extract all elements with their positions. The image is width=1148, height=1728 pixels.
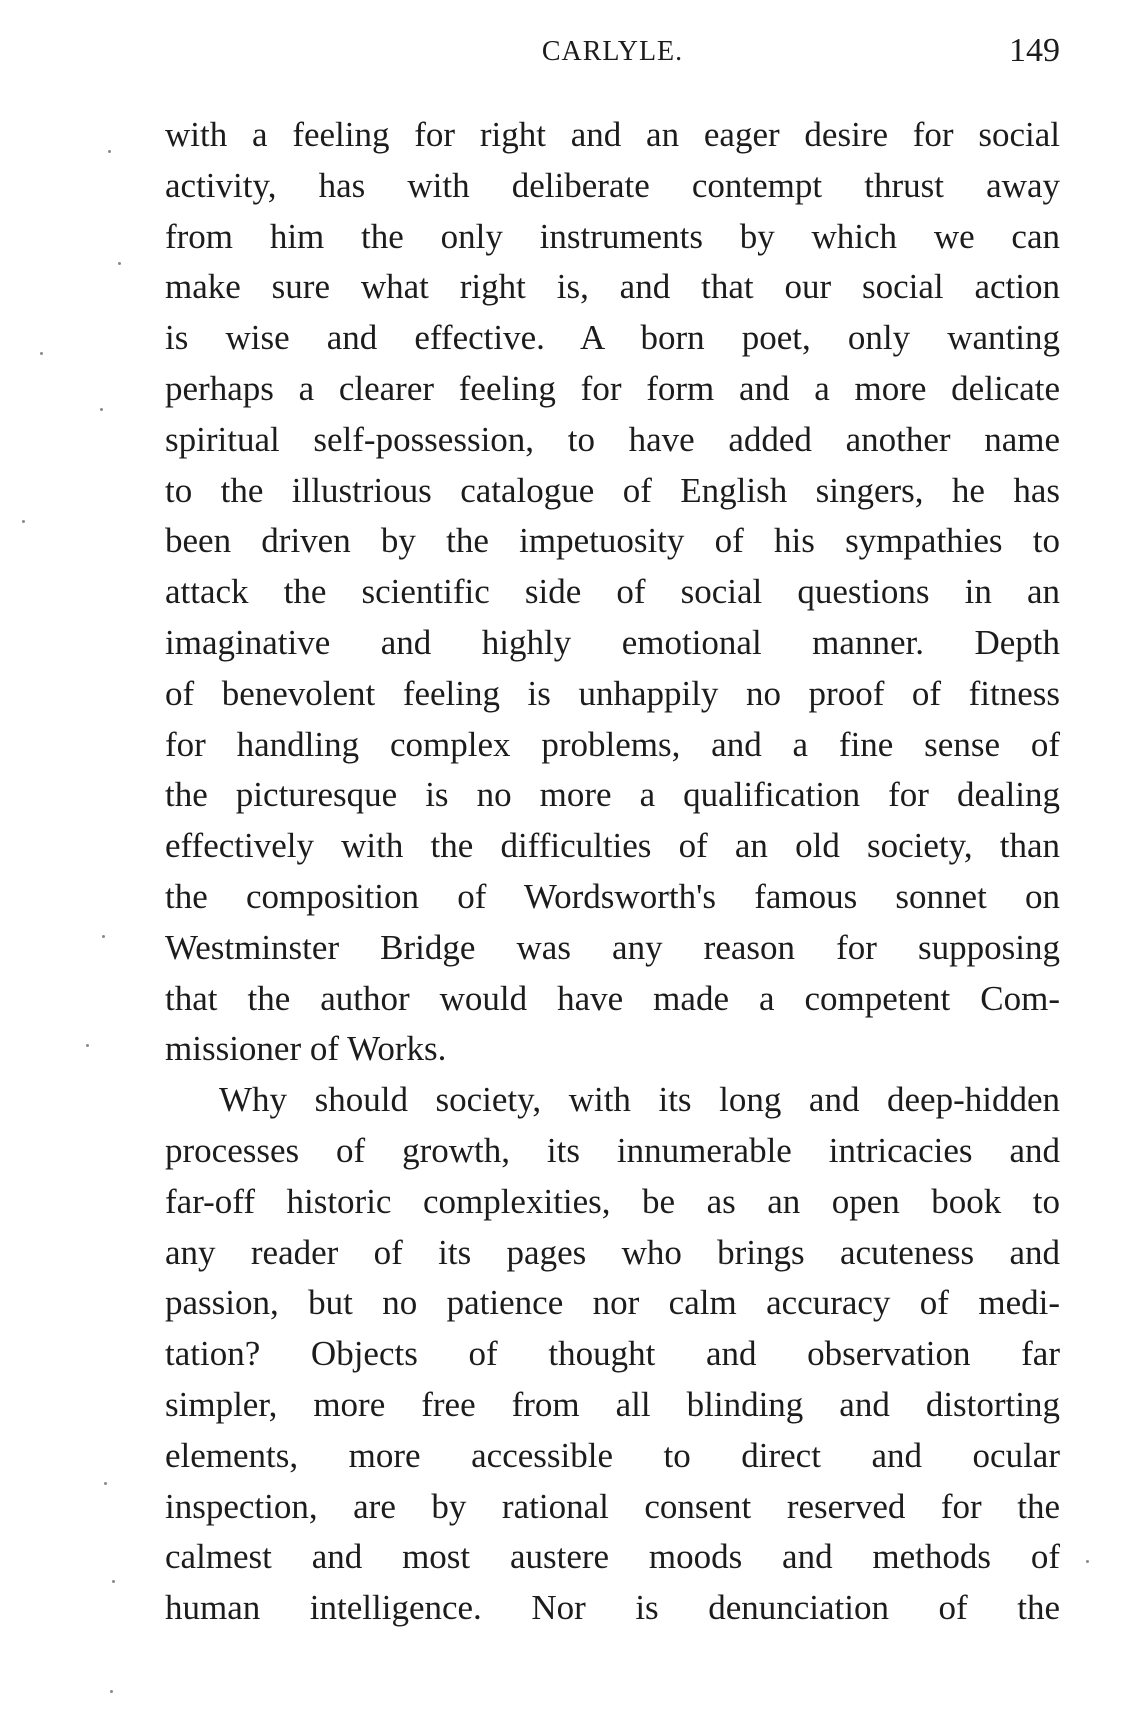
scan-speck	[112, 1580, 115, 1583]
text-line: from him the only instruments by which we can	[165, 216, 1060, 256]
text-line: missioner of Works.	[165, 1029, 447, 1069]
paragraph-first-line: Why should society, with its long and deep-hidden	[219, 1080, 1060, 1120]
text-line: calmest and most austere moods and methods of	[165, 1537, 1060, 1577]
text-line: attack the scientific side of social questions in an	[165, 572, 1060, 612]
text-line: simpler, more free from all blinding and distorting	[165, 1384, 1060, 1424]
scan-speck	[110, 1690, 113, 1693]
text-line: activity, has with deliberate contempt thrust away	[165, 165, 1060, 205]
scan-speck	[104, 1482, 107, 1485]
text-line: perhaps a clearer feeling for form and a more delicate	[165, 368, 1060, 408]
text-line: for handling complex problems, and a fine sense of	[165, 724, 1060, 764]
text-line: the picturesque is no more a qualification for dealing	[165, 775, 1060, 815]
text-line: Westminster Bridge was any reason for supposing	[165, 927, 1060, 967]
text-line: to the illustrious catalogue of English singers, he has	[165, 470, 1060, 510]
text-line: that the author would have made a competent Com-	[165, 978, 1060, 1018]
text-line: passion, but no patience nor calm accuracy of medi-	[165, 1283, 1060, 1323]
scan-speck	[22, 520, 25, 523]
text-line: imaginative and highly emotional manner. Depth	[165, 622, 1060, 662]
text-line: any reader of its pages who brings acuteness and	[165, 1232, 1060, 1272]
scan-speck	[40, 352, 43, 355]
text-line: tation? Objects of thought and observation far	[165, 1334, 1060, 1374]
scan-speck	[102, 935, 105, 938]
text-line: the composition of Wordsworth's famous sonnet on	[165, 876, 1060, 916]
text-line: is wise and effective. A born poet, only wanting	[165, 318, 1060, 358]
text-line: far-off historic complexities, be as an open book to	[165, 1181, 1060, 1221]
text-line: of benevolent feeling is unhappily no proof of fitness	[165, 673, 1060, 713]
running-title: CARLYLE.	[541, 36, 684, 67]
body-text	[165, 110, 1060, 1634]
page-number: 149	[1009, 32, 1060, 69]
text-line: inspection, are by rational consent reserved for the	[165, 1486, 1060, 1526]
running-head	[165, 32, 1060, 76]
text-line: been driven by the impetuosity of his sympathies to	[165, 521, 1060, 561]
text-line: make sure what right is, and that our social action	[165, 267, 1060, 307]
text-line: human intelligence. Nor is denunciation of the	[165, 1588, 1060, 1628]
text-line: elements, more accessible to direct and ocular	[165, 1435, 1060, 1475]
scan-speck	[108, 150, 111, 153]
scan-speck	[118, 262, 121, 265]
scan-speck	[1086, 1560, 1089, 1563]
text-line: with a feeling for right and an eager desire for social	[165, 115, 1060, 154]
scan-speck	[86, 1044, 89, 1047]
text-line: spiritual self-possession, to have added another name	[165, 419, 1060, 459]
text-line: processes of growth, its innumerable intricacies and	[165, 1130, 1060, 1170]
text-line: effectively with the difficulties of an old society, than	[165, 826, 1060, 866]
scan-speck	[100, 408, 103, 411]
